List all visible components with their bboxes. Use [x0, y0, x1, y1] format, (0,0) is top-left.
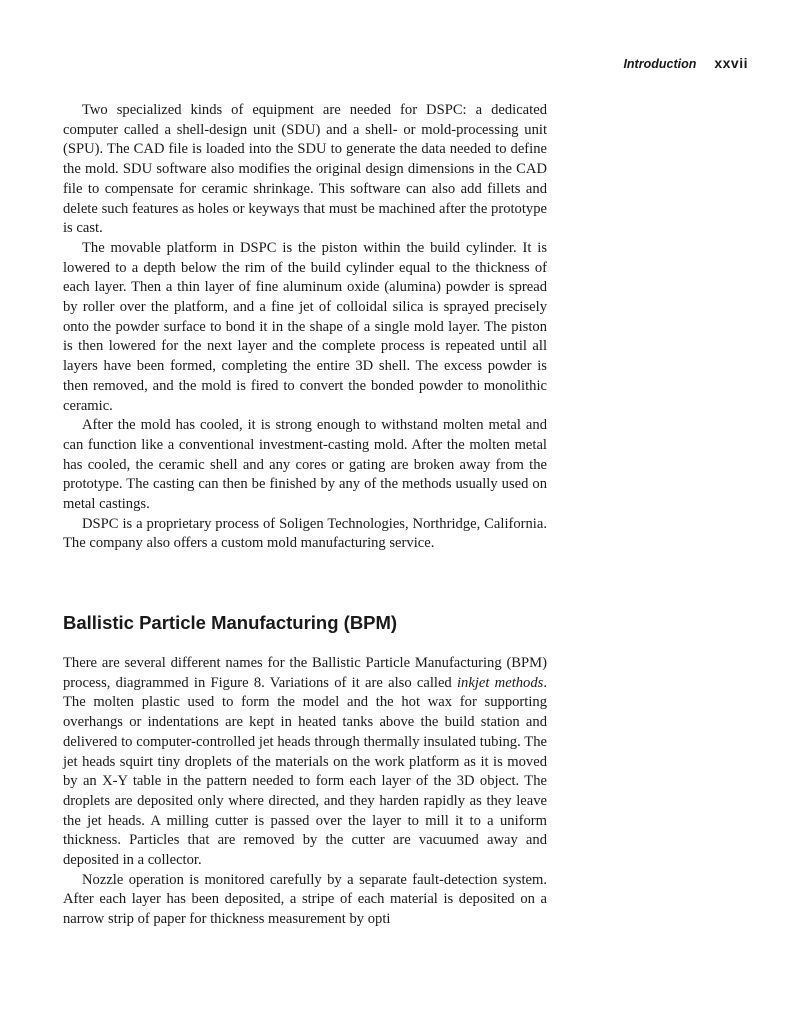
- paragraph: Two specialized kinds of equipment are needed for DSPC: a dedicated computer called a shell-design unit (SDU) and a shell- or mold-processing unit (SPU). The CAD file is loaded into the SDU to generate the data needed to define the mold. SDU software also modifies the original design dimensions in the CAD file to compensate for ceramic shrinkage. This software can also add fillets and delete such features as holes or keyways that must be machined after the prototype is cast.: [63, 102, 547, 237]
- paragraph: Nozzle operation is monitored carefully by a separate fault-detection system. After each layer has been deposited, a stripe of each material is deposited on a narrow strip of paper for thickness measurement by opti: [63, 871, 547, 928]
- running-head-section: Introduction: [623, 57, 697, 71]
- paragraph-text: . The molten plastic used to form the model and the hot wax for supporting overhangs or indentations are kept in heated tanks above the build station and delivered to computer-controlled jet heads through thermally insulated tubing. The jet heads squirt tiny droplets of the materials on the work platform as it is moved by an X-Y table in the pattern needed to form each layer of the 3D object. The droplets are deposited only where directed, and they harden rapidly as they leave the jet heads. A milling cutter is passed over the layer to mill it to a uniform thickness. Particles that are removed by the cutter are vacuumed away and deposited in a collector.: [63, 674, 547, 869]
- paragraph: [63, 654, 547, 871]
- section-bpm-body: [63, 654, 547, 930]
- section-dspc-body: [63, 101, 547, 554]
- page-number: xxvii: [714, 55, 748, 71]
- paragraph-text: There are several different names for the Ballistic Particle Manufacturing (BPM) process, diagrammed in Figure 8. Variations of it are also called: [63, 655, 547, 691]
- paragraph: The movable platform in DSPC is the piston within the build cylinder. It is lowered to a depth below the rim of the build cylinder equal to the thickness of each layer. Then a thin layer of fine aluminum oxide (alumina) powder is spread by roller over the platform, and a fine jet of colloidal silica is sprayed precisely onto the powder surface to bond it in the shape of a single mold layer. The piston is then lowered for the next layer and the complete process is repeated until all layers have been formed, completing the entire 3D shell. The excess powder is then removed, and the mold is fired to convert the bonded powder to monolithic ceramic.: [63, 239, 547, 414]
- paragraph: After the mold has cooled, it is strong enough to withstand molten metal and can function like a conventional investment-casting mold. After the molten metal has cooled, the ceramic shell and any cores or gating are broken away from the prototype. The casting can then be finished by any of the methods usually used on metal castings.: [63, 417, 547, 513]
- paragraph: DSPC is a proprietary process of Soligen Technologies, Northridge, California. The company also offers a custom mold manufacturing service.: [63, 515, 547, 552]
- section-heading: Ballistic Particle Manufacturing (BPM): [63, 612, 398, 633]
- emphasis-term: inkjet methods: [457, 674, 544, 691]
- running-head: [623, 55, 748, 71]
